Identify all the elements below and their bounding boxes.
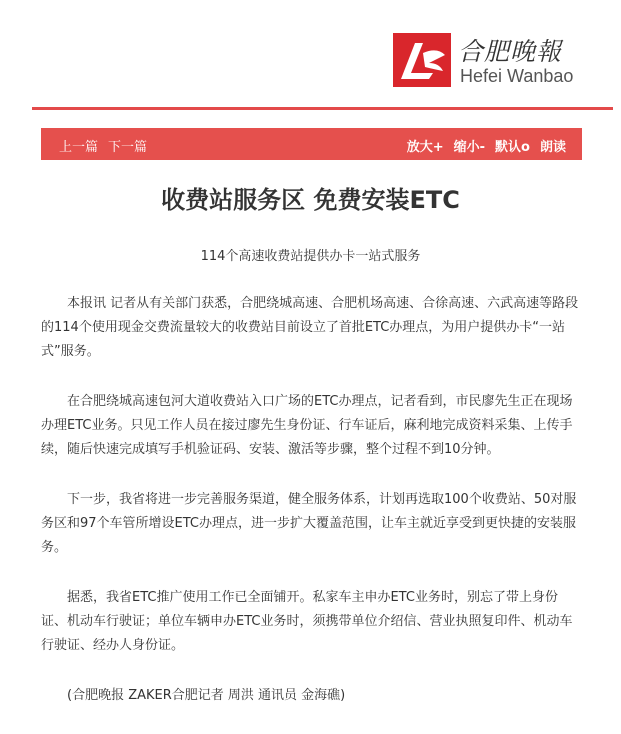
- default-size-button[interactable]: 默认o: [495, 140, 530, 155]
- article-title: 收费站服务区 免费安装ETC: [161, 186, 460, 214]
- text-controls: [397, 136, 566, 155]
- header-divider: [32, 107, 613, 110]
- article-toolbar: [41, 128, 582, 160]
- zoom-in-button[interactable]: 放大+: [406, 140, 444, 155]
- zoom-out-button[interactable]: 缩小-: [453, 140, 486, 155]
- read-aloud-button[interactable]: 朗读: [539, 140, 566, 155]
- article-paragraph: 本报讯 记者从有关部门获悉，合肥绕城高速、合肥机场高速、合徐高速、六武高速等路段的114个使用现金交费流量较大的收费站目前设立了首批ETC办理点，为用户提供办卡“一站式”服务。: [41, 296, 579, 359]
- article-navigation: [59, 136, 157, 155]
- previous-article-link[interactable]: 上一篇: [59, 140, 99, 155]
- next-article-link[interactable]: 下一篇: [108, 140, 148, 155]
- logo-text-english: Hefei Wanbao: [460, 66, 574, 86]
- article-body: [41, 292, 582, 734]
- article-byline: (合肥晚报 ZAKER合肥记者 周洪 通讯员 金海礁): [67, 688, 346, 703]
- article-paragraph: 据悉，我省ETC推广使用工作已全面铺开。私家车主申办ETC业务时，别忘了带上身份证、机动车行驶证；单位车辆申办ETC业务时，须携带单位介绍信、营业执照复印件、机动车行驶证、经办人身份证。: [41, 590, 573, 653]
- article-paragraph: 在合肥绕城高速包河大道收费站入口广场的ETC办理点，记者看到，市民廖先生正在现场办理ETC业务。只见工作人员在接过廖先生身份证、行车证后，麻利地完成资料采集、上传手续，随后快速完成填写手机验证码、安装、激活等步骤，整个过程不到10分钟。: [41, 394, 573, 457]
- newspaper-logo-icon: [393, 33, 451, 87]
- article-paragraph: 下一步，我省将进一步完善服务渠道，健全服务体系，计划再选取100个收费站、50对服务区和97个车管所增设ETC办理点，进一步扩大覆盖范围，让车主就近享受到更快捷的安装服务。: [41, 492, 577, 555]
- logo-text-chinese: 合肥晚報: [458, 37, 563, 66]
- article-subtitle: 114个高速收费站提供办卡一站式服务: [200, 249, 421, 264]
- masthead: [0, 0, 621, 110]
